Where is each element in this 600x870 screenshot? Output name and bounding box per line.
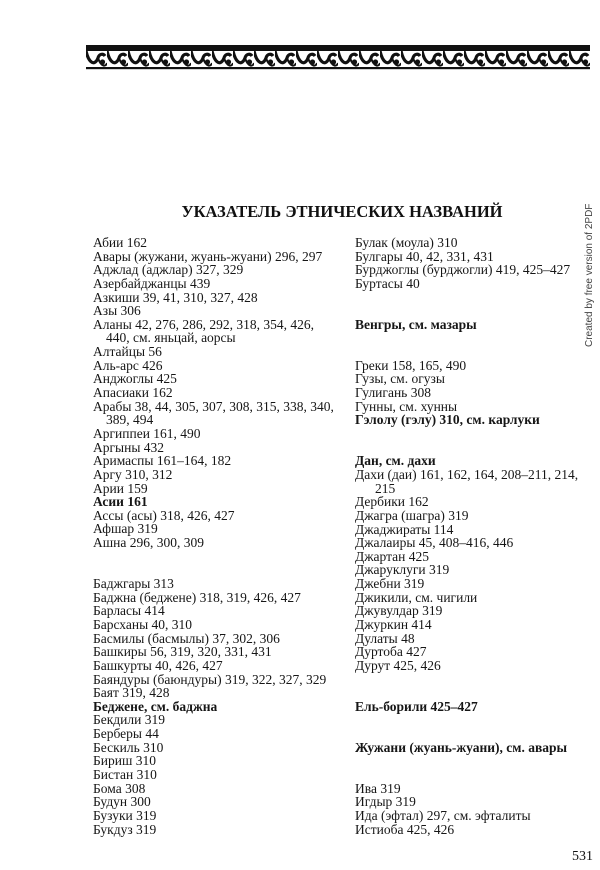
- index-entry: Баят 319, 428: [93, 685, 170, 701]
- index-section-a: [93, 236, 348, 550]
- index-section-b: [93, 577, 348, 836]
- index-section-zh: [355, 741, 583, 755]
- index-entry: Азкиши 39, 41, 310, 327, 428: [93, 289, 258, 305]
- index-entry: Дуртоба 427: [355, 644, 427, 660]
- index-entry: Аль-арс 426: [93, 357, 163, 373]
- index-entry: Бистан 310: [93, 767, 157, 782]
- index-entry: Аримаспы 161–164, 182: [93, 453, 232, 469]
- index-entry: Дахи (даи) 161, 162, 164, 208–211, 214,: [355, 466, 579, 482]
- index-entry: Дербики 162: [355, 494, 429, 510]
- index-entry: Греки 158, 165, 490: [355, 357, 467, 373]
- index-entry: Джалаиры 45, 408–416, 446: [355, 535, 514, 551]
- index-entry-continuation: 440, см. яньцай, аорсы: [106, 330, 236, 346]
- index-entry: Дулаты 48: [355, 630, 415, 646]
- index-entry: Джуркин 414: [355, 616, 432, 632]
- index-entry: Апасиаки 162: [93, 385, 173, 401]
- index-entry: Гулигань 308: [355, 385, 431, 401]
- index-section-d: [355, 454, 583, 672]
- index-entry: Абии 162: [93, 235, 148, 250]
- index-entry: Анджоглы 425: [93, 371, 177, 387]
- index-entry-continuation: 389, 494: [106, 412, 154, 428]
- index-entry: Джартан 425: [355, 548, 430, 564]
- index-entry: Аланы 42, 276, 286, 292, 318, 354, 426,: [93, 316, 315, 332]
- index-entry: Азербайджанцы 439: [93, 275, 211, 291]
- index-entry: Асии 161: [93, 494, 148, 510]
- index-entry: Бурджоглы (бурджогли) 419, 425–427: [355, 262, 571, 278]
- index-entry: Ассы (асы) 318, 426, 427: [93, 507, 235, 523]
- index-entry: Булак (моула) 310: [355, 235, 458, 250]
- index-entry: Булгары 40, 42, 331, 431: [355, 248, 494, 264]
- index-entry: Бома 308: [93, 780, 146, 796]
- index-section-v: [355, 318, 583, 332]
- index-entry: Арии 159: [93, 480, 148, 496]
- index-entry: Аджлад (аджлар) 327, 329: [93, 262, 244, 278]
- index-entry: Арабы 38, 44, 305, 307, 308, 315, 338, 340,: [93, 398, 334, 414]
- index-entry: Жужани (жуань-жуани), см. авары: [355, 739, 568, 755]
- index-section-b-continued: [355, 236, 583, 291]
- index-section-ye: [355, 700, 583, 714]
- index-entry: Бузуки 319: [93, 807, 157, 823]
- index-entry: Басмилы (басмылы) 37, 302, 306: [93, 630, 280, 646]
- index-entry: Бириш 310: [93, 753, 156, 769]
- index-entry: Баяндуры (баюндуры) 319, 322, 327, 329: [93, 671, 327, 687]
- index-entry: Аргиппеи 161, 490: [93, 425, 201, 441]
- index-entry: Джебни 319: [355, 576, 425, 592]
- index-entry: Азы 306: [93, 303, 141, 319]
- index-entry: Ива 319: [355, 780, 401, 796]
- index-entry: Букдуз 319: [93, 821, 157, 837]
- index-entry: Аргыны 432: [93, 439, 165, 455]
- index-section-g: [355, 359, 583, 427]
- page-title: УКАЗАТЕЛЬ ЭТНИЧЕСКИХ НАЗВАНИЙ: [181, 202, 503, 221]
- index-entry: Алтайцы 56: [93, 344, 162, 360]
- index-entry: Баджгары 313: [93, 576, 174, 592]
- index-entry: Ида (эфтал) 297, см. эфталиты: [355, 808, 531, 823]
- index-entry: Гунны, см. хунны: [355, 398, 458, 414]
- index-entry-continuation: 215: [375, 480, 396, 496]
- index-entry: Джаруклуги 319: [355, 562, 450, 578]
- page-number: 531: [572, 849, 593, 864]
- index-entry: Венгры, см. мазары: [355, 316, 477, 332]
- index-entry: Барласы 414: [93, 603, 165, 619]
- index-entry: Джувулдар 319: [355, 603, 443, 619]
- index-entry: Башкиры 56, 319, 320, 331, 431: [93, 644, 272, 660]
- index-entry: Будун 300: [93, 794, 151, 810]
- index-entry: Берберы 44: [93, 726, 159, 742]
- index-entry: Ашна 296, 300, 309: [93, 535, 204, 551]
- index-entry: Гузы, см. огузы: [355, 371, 445, 387]
- index-entry: Дан, см. дахи: [355, 453, 436, 469]
- watermark-text: Created by free version of 2PDF: [584, 203, 595, 347]
- index-entry: Башкурты 40, 426, 427: [93, 657, 223, 673]
- index-entry: Истиоба 425, 426: [355, 821, 455, 837]
- index-column-left: [93, 236, 348, 836]
- index-entry: Бескиль 310: [93, 739, 164, 755]
- index-entry: Джагра (шагра) 319: [355, 507, 469, 523]
- index-entry: Джикили, см. чигили: [355, 589, 478, 605]
- index-column-right: [355, 236, 583, 836]
- index-entry: Баджна (беджене) 318, 319, 426, 427: [93, 589, 301, 605]
- index-entry: Аргу 310, 312: [93, 466, 173, 482]
- index-entry: Гэлолу (гэлу) 310, см. карлуки: [355, 412, 540, 428]
- index-section-i: [355, 782, 583, 837]
- index-entry: Афшар 319: [93, 521, 158, 537]
- index-entry: Буртасы 40: [355, 275, 420, 291]
- index-entry: Беджене, см. баджна: [93, 698, 218, 714]
- decorative-border-ornament-icon: [86, 44, 590, 72]
- index-entry: Авары (жужани, жуань-жуани) 296, 297: [93, 248, 323, 264]
- index-entry: Барсханы 40, 310: [93, 616, 193, 632]
- index-entry: Игдыр 319: [355, 794, 416, 810]
- index-entry: Бекдили 319: [93, 712, 165, 728]
- index-entry: Ель-борили 425–427: [355, 698, 478, 714]
- index-entry: Джаджираты 114: [355, 521, 454, 537]
- index-entry: Дурут 425, 426: [355, 657, 441, 673]
